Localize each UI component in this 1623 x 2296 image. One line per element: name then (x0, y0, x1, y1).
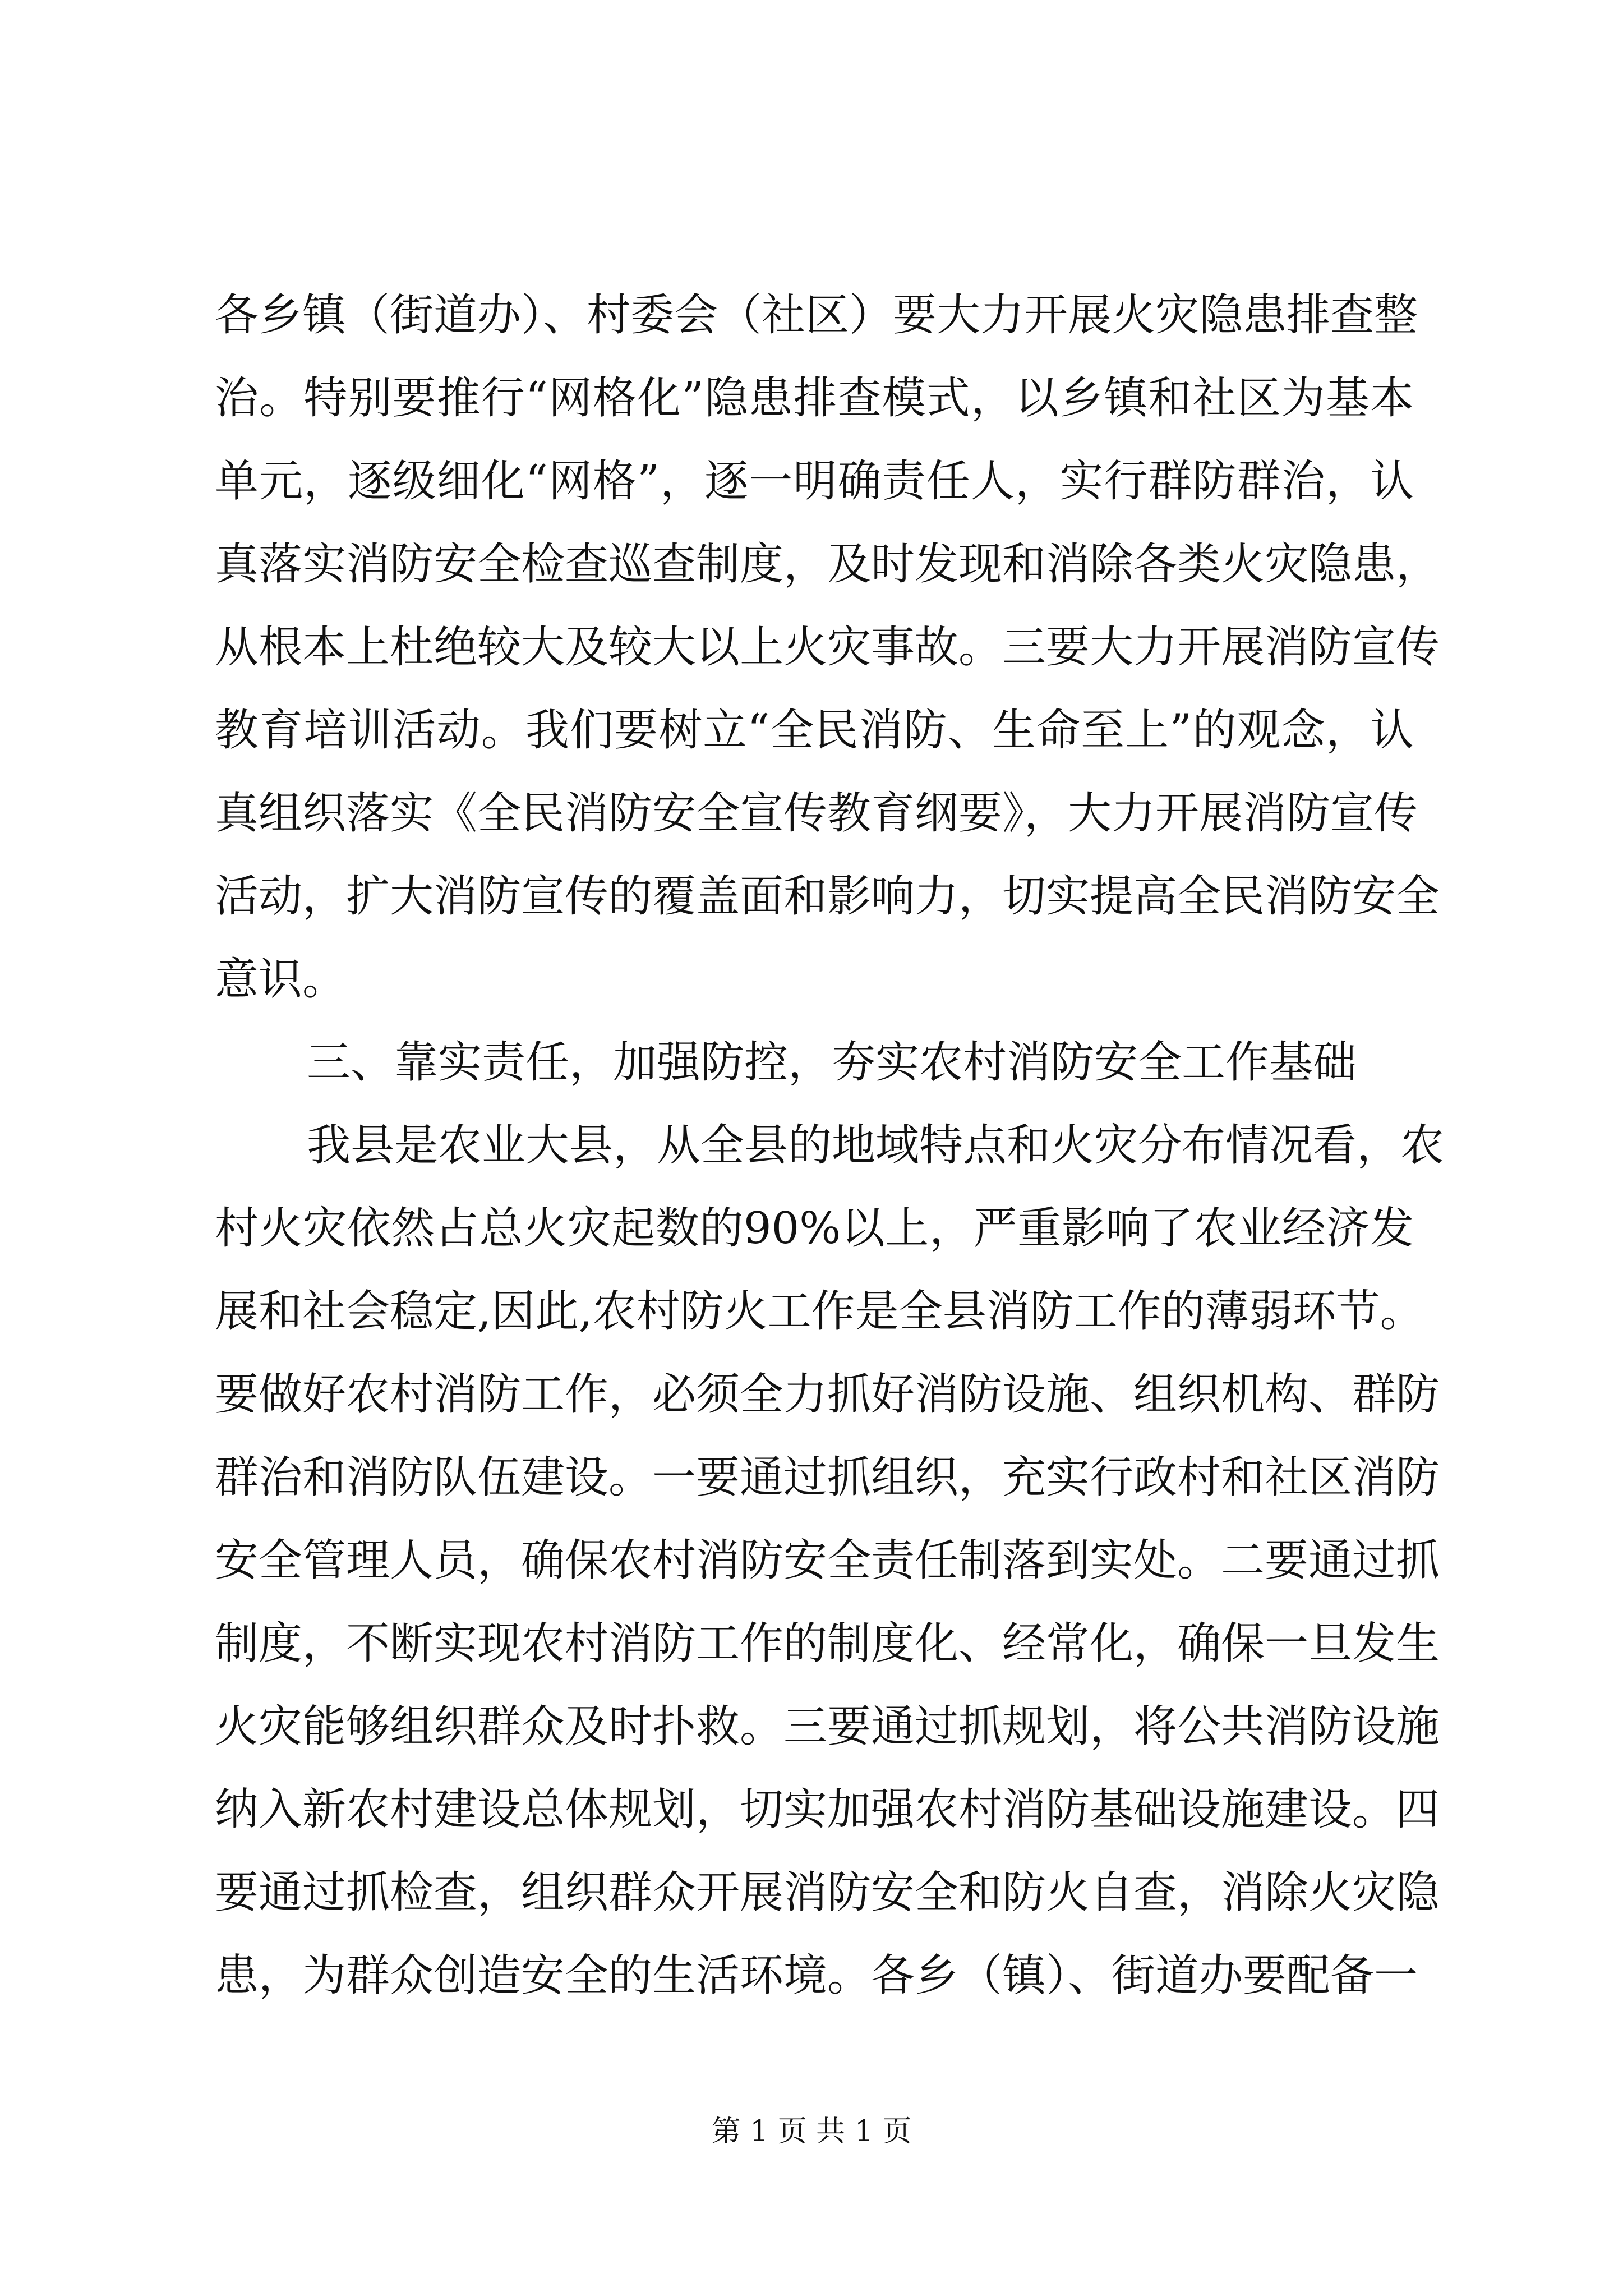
text-line: 要做好农村消防工作，必须全力抓好消防设施、组织机构、群防 (215, 1369, 1440, 1420)
text-line: 从根本上杜绝较大及较大以上火灾事故。三要大力开展消防宣传 (215, 622, 1440, 673)
body-text (215, 274, 1445, 2017)
text-line: 单元，逐级细化“网格”，逐一明确责任人，实行群防群治，认 (215, 456, 1414, 507)
text-line: 真组织落实《全民消防安全宣传教育纲要》，大力开展消防宣传 (215, 788, 1418, 839)
text-line: 群治和消防队伍建设。一要通过抓组织，充实行政村和社区消防 (215, 1452, 1440, 1503)
text-line: 要通过抓检查，组织群众开展消防安全和防火自查，消除火灾隐 (215, 1867, 1440, 1918)
text-line: 治。特别要推行“网格化”隐患排查模式，以乡镇和社区为基本 (215, 373, 1414, 424)
text-line: 安全管理人员，确保农村消防安全责任制落到实处。二要通过抓 (215, 1535, 1440, 1586)
text-line: 各乡镇（街道办）、村委会（社区）要大力开展火灾隐患排查整 (215, 290, 1418, 341)
text-line: 活动，扩大消防宣传的覆盖面和影响力，切实提高全民消防安全 (215, 871, 1440, 922)
page-footer: 第 1 页 共 1 页 (711, 2115, 912, 2148)
text-line: 意识。 (215, 954, 347, 1005)
text-line: 火灾能够组织群众及时扑救。三要通过抓规划，将公共消防设施 (215, 1701, 1440, 1752)
text-line: 村火灾依然占总火灾起数的90%以上，严重影响了农业经济发 (215, 1203, 1414, 1254)
text-line: 制度，不断实现农村消防工作的制度化、经常化，确保一旦发生 (215, 1618, 1440, 1669)
text-line: 展和社会稳定,因此,农村防火工作是全县消防工作的薄弱环节。 (215, 1286, 1424, 1337)
text-line: 患，为群众创造安全的生活环境。各乡（镇）、街道办要配备一 (215, 1950, 1418, 2001)
text-line: 纳入新农村建设总体规划，切实加强农村消防基础设施建设。四 (215, 1784, 1440, 1835)
text-line: 我县是农业大县，从全县的地域特点和火灾分布情况看，农 (307, 1120, 1445, 1171)
text-line: 教育培训活动。我们要树立“全民消防、生命至上”的观念，认 (215, 705, 1414, 756)
text-line: 真落实消防安全检查巡查制度，及时发现和消除各类火灾隐患， (215, 539, 1440, 590)
text-line: 三、靠实责任，加强防控，夯实农村消防安全工作基础 (307, 1037, 1357, 1088)
